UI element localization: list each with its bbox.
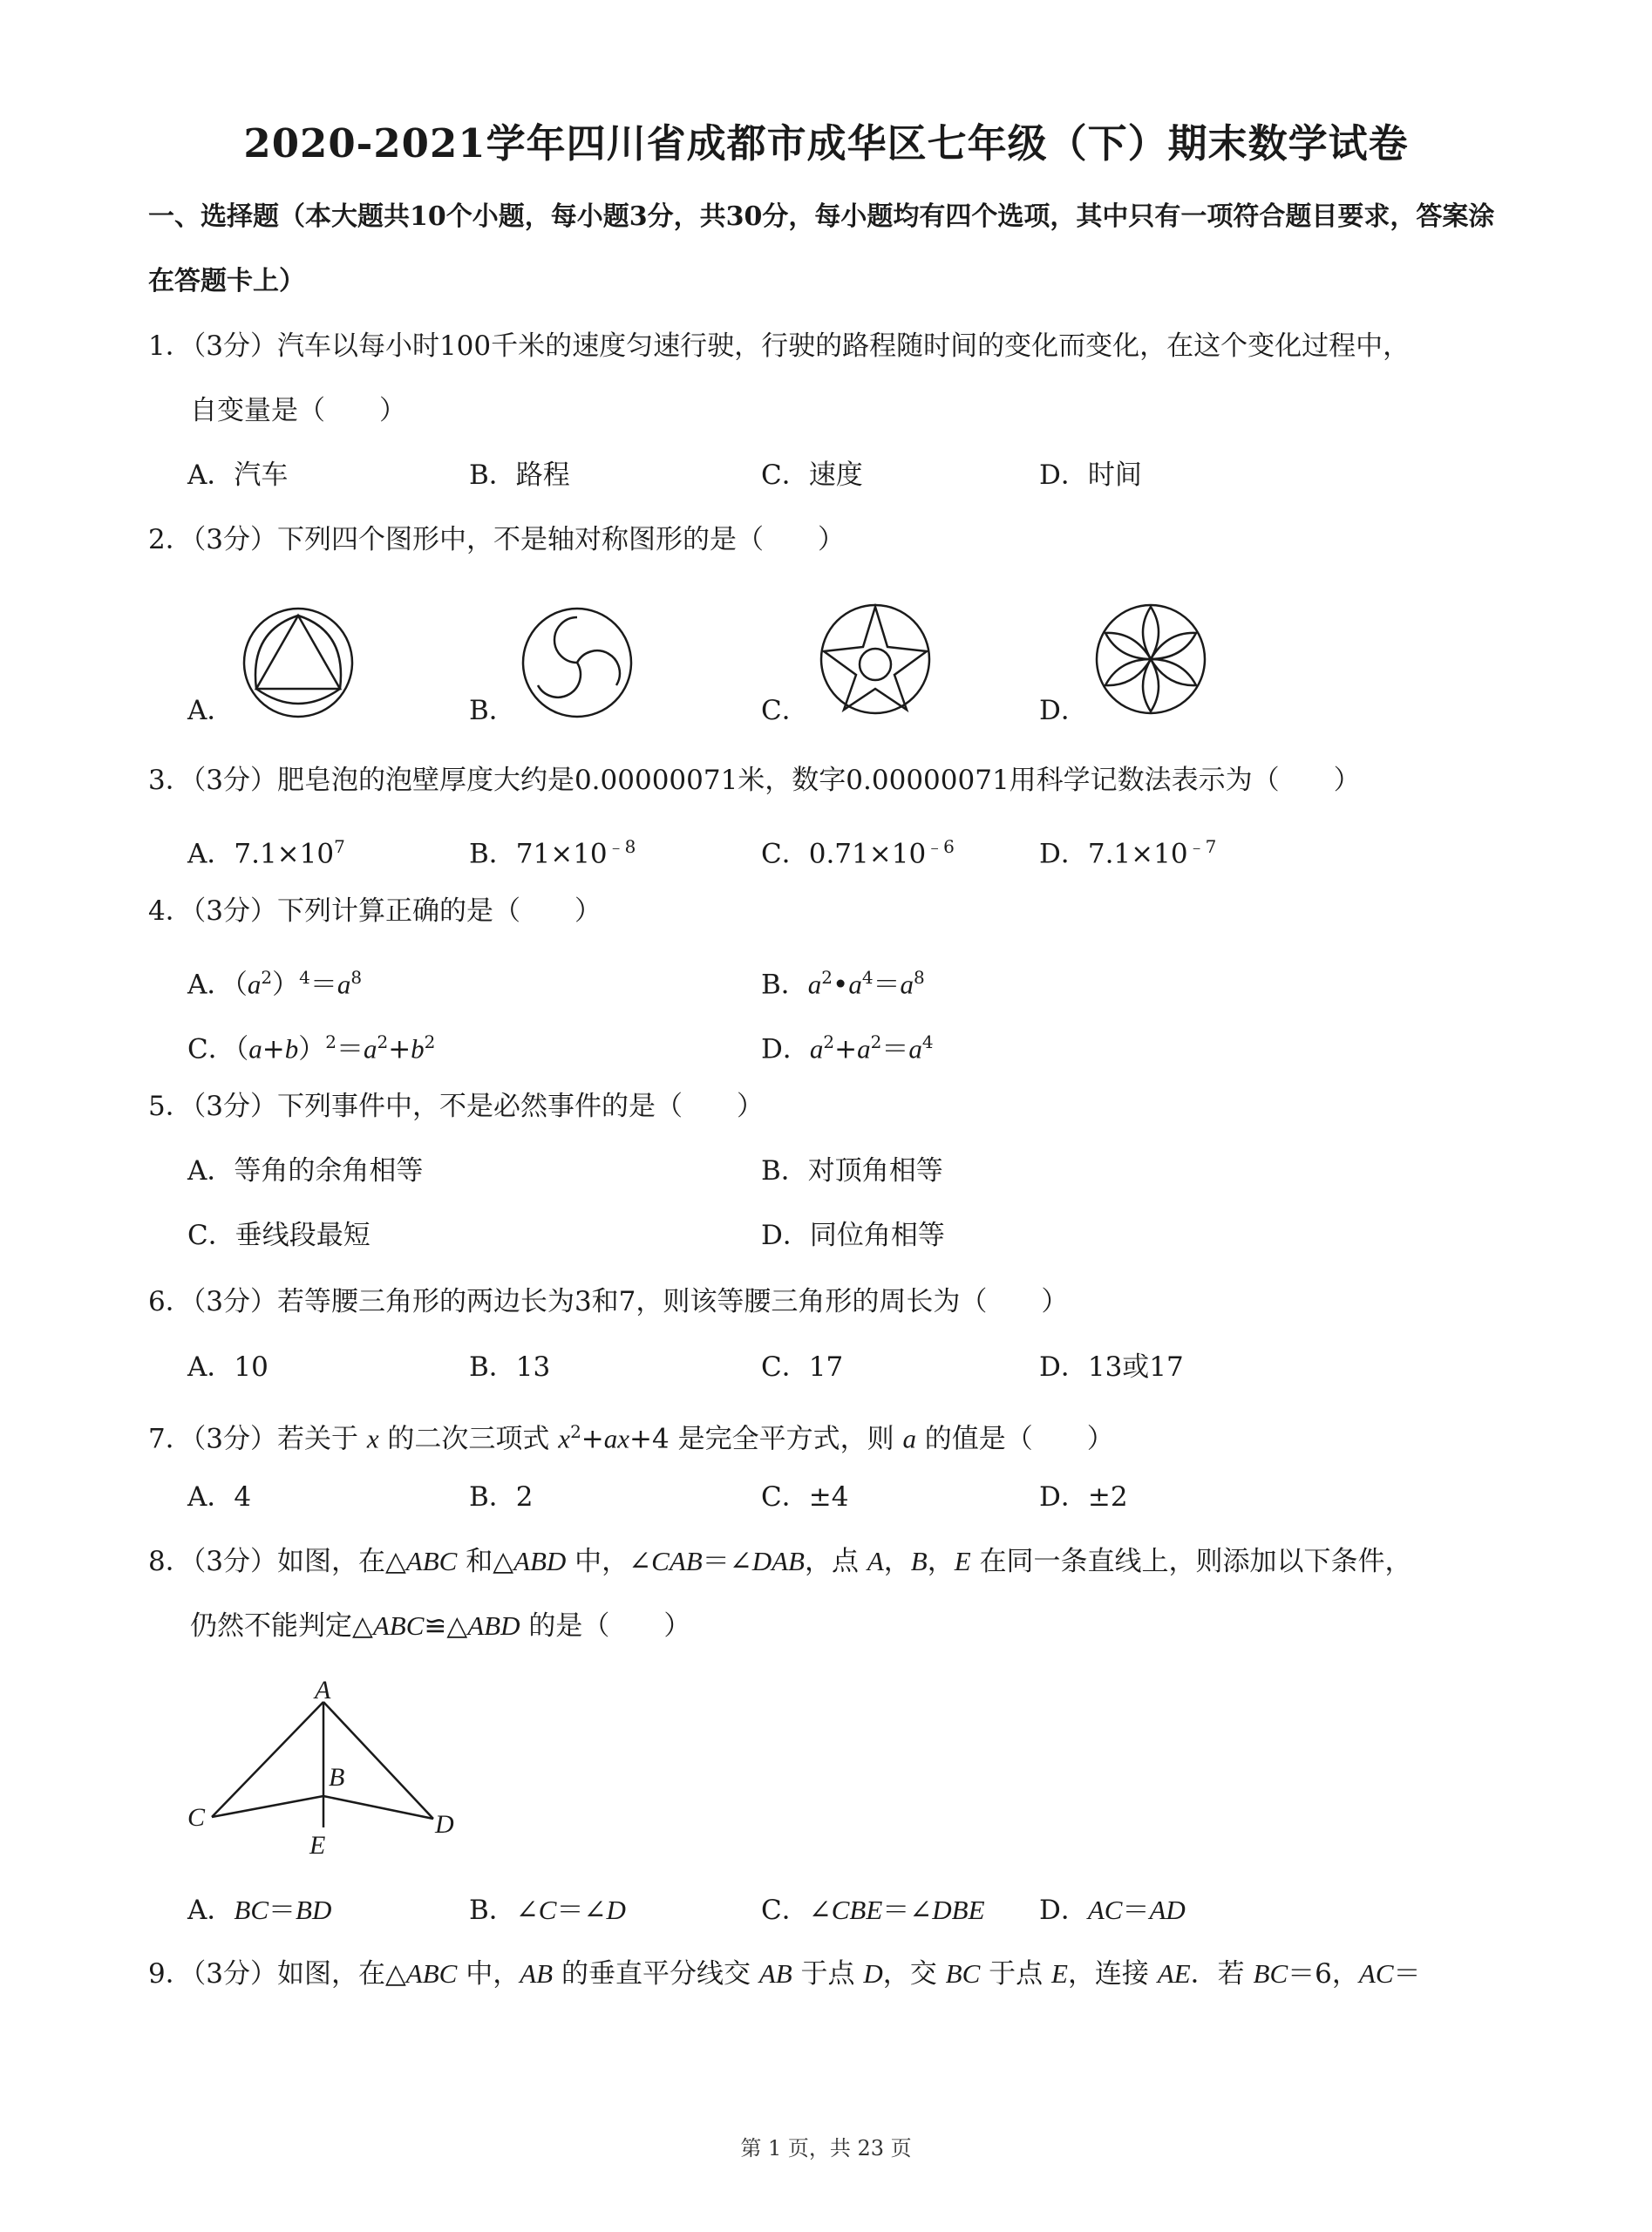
q3-option-a	[187, 825, 345, 875]
page-footer: 第 1 页，共 23 页	[740, 2136, 912, 2161]
figure-a-triangle-circle	[241, 605, 356, 720]
question-1-text-cont: 自变量是（ ）	[190, 395, 406, 426]
q2-option-a: A．	[187, 695, 235, 726]
question-8-text: 8．（3分）如图，在△ABC 和△ABD 中，∠CAB＝∠DAB，点 A，B，E 在同一条直线上，则添加以下条件，	[148, 1546, 1412, 1577]
q6-option-c: C．17	[761, 1351, 844, 1383]
q5-option-a: A．等角的余角相等	[187, 1155, 424, 1187]
figure-c-star-circle	[818, 602, 933, 717]
q5-option-d: D．同位角相等	[761, 1220, 945, 1251]
q5-option-b: B．对顶角相等	[761, 1155, 943, 1187]
q8-option-a-label: A．	[187, 1895, 235, 1926]
q2-option-b: B．	[469, 695, 516, 726]
q4-option-d: D．$a^2+a^2=a^4$	[761, 1031, 934, 1065]
figure-d-flower-circle	[1093, 602, 1208, 717]
q1-option-a: A．汽车	[187, 459, 289, 491]
q4-option-b-label: B．	[761, 969, 808, 1001]
figure-label-e: E	[309, 1831, 326, 1860]
question-7-text: 7．（3分）若关于 x 的二次三项式 $x^2+ax+4$ 是完全平方式，则 a 的值是（ ）	[148, 1421, 1114, 1455]
q7-option-d: D．±2	[1039, 1481, 1128, 1513]
q7-option-b: B．2	[469, 1481, 534, 1513]
figure-label-a: A	[315, 1681, 331, 1705]
q1-option-d: D．时间	[1039, 459, 1142, 491]
question-1-text: 1．（3分）汽车以每小时100千米的速度匀速行驶，行驶的路程随时间的变化而变化，在这个变化过程中，	[148, 330, 1411, 362]
q3-option-b	[469, 825, 636, 875]
q3-option-c-exp: ﹣6	[926, 836, 955, 857]
question-5	[148, 1074, 1517, 1139]
q2-option-c: C．	[761, 695, 809, 726]
question-2	[148, 507, 1517, 572]
q8-option-b: B．∠C＝∠D	[469, 1895, 626, 1926]
q3-option-a-base: A．7.1×10	[187, 838, 335, 870]
question-7	[148, 1399, 1517, 1471]
q3-option-b-base: B．71×10	[469, 838, 608, 870]
q4-option-c: C．$(a+b)^2=a^2+b^2$	[187, 1031, 436, 1065]
question-3	[148, 748, 1517, 813]
q7-option-c: C．±4	[761, 1481, 849, 1513]
q8-option-c-label: C．	[761, 1895, 809, 1926]
question-7-text-start: 7．（3分）若关于	[148, 1423, 358, 1455]
q4-option-b: B．$a^2•a^4=a^8$	[761, 967, 925, 1001]
q6-option-b: B．13	[469, 1351, 551, 1383]
q8-option-c: C．∠CBE＝∠DBE	[761, 1895, 985, 1926]
question-6-text: 6．（3分）若等腰三角形的两边长为3和7，则该等腰三角形的周长为（ ）	[148, 1286, 1069, 1317]
page-title: 2020-2021学年四川省成都市成华区七年级（下）期末数学试卷	[243, 120, 1409, 167]
question-6	[148, 1269, 1517, 1334]
figure-label-b: B	[329, 1763, 345, 1792]
section-heading: 一、选择题（本大题共10个小题，每小题3分，共30分，每小题均有四个选项，其中只有一项符合题目要求，答案涂在答题卡上）	[148, 201, 1495, 296]
figure-label-d: D	[435, 1810, 454, 1839]
q8-option-d-label: D．	[1039, 1895, 1088, 1926]
q4-option-a-label: A．	[187, 969, 235, 1001]
question-8-text-cont: 仍然不能判定△ABC≌△ABD 的是（ ）	[190, 1610, 691, 1642]
q2-option-d: D．	[1039, 695, 1088, 726]
q3-option-c-base: C．0.71×10	[761, 838, 927, 870]
q6-option-a: A．10	[187, 1351, 269, 1383]
q4-option-a: A．$(a^2)^4=a^8$	[187, 967, 363, 1001]
q1-option-b: B．路程	[469, 459, 570, 491]
q8-option-b-label: B．	[469, 1895, 516, 1926]
q4-option-d-label: D．	[761, 1033, 810, 1065]
q3-option-c	[761, 825, 955, 875]
question-9-text: 9．（3分）如图，在△ABC 中，AB 的垂直平分线交 AB 于点 D，交 BC 于点 E，连接 AE．若 BC＝6，AC＝	[148, 1958, 1421, 1990]
q3-option-b-exp: ﹣8	[607, 836, 636, 857]
q8-option-a: A．BC＝BD	[187, 1895, 332, 1926]
q7-option-a: A．4	[187, 1481, 252, 1513]
q5-option-c: C．垂线段最短	[187, 1220, 371, 1251]
question-8	[148, 1529, 1517, 1658]
question-9-text-start: 9．（3分）如图，在△	[148, 1958, 406, 1990]
question-8-text-start: 8．（3分）如图，在△	[148, 1546, 406, 1577]
question-4	[148, 879, 1517, 943]
q4-option-c-label: C．	[187, 1033, 235, 1065]
question-3-text: 3．（3分）肥皂泡的泡壁厚度大约是0.00000071米，数字0.00000071用科学记数法表示为（ ）	[148, 765, 1361, 796]
q8-triangle-figure	[179, 1681, 475, 1864]
question-8-text-cont-start: 仍然不能判定△	[190, 1610, 373, 1642]
figure-label-c: C	[187, 1803, 206, 1832]
q3-option-d	[1039, 825, 1216, 875]
question-5-text: 5．（3分）下列事件中，不是必然事件的是（ ）	[148, 1091, 764, 1122]
question-2-text: 2．（3分）下列四个图形中，不是轴对称图形的是（ ）	[148, 524, 845, 555]
question-9	[148, 1942, 1517, 2006]
q3-option-a-exp: 7	[334, 836, 345, 857]
q3-option-d-base: D．7.1×10	[1039, 838, 1188, 870]
q1-option-c: C．速度	[761, 459, 863, 491]
figure-b-swirl-circle	[520, 605, 635, 720]
q8-option-d: D．AC＝AD	[1039, 1895, 1186, 1926]
question-1	[148, 314, 1517, 443]
question-4-text: 4．（3分）下列计算正确的是（ ）	[148, 895, 602, 927]
q6-option-d: D．13或17	[1039, 1351, 1184, 1383]
q3-option-d-exp: ﹣7	[1187, 836, 1217, 857]
